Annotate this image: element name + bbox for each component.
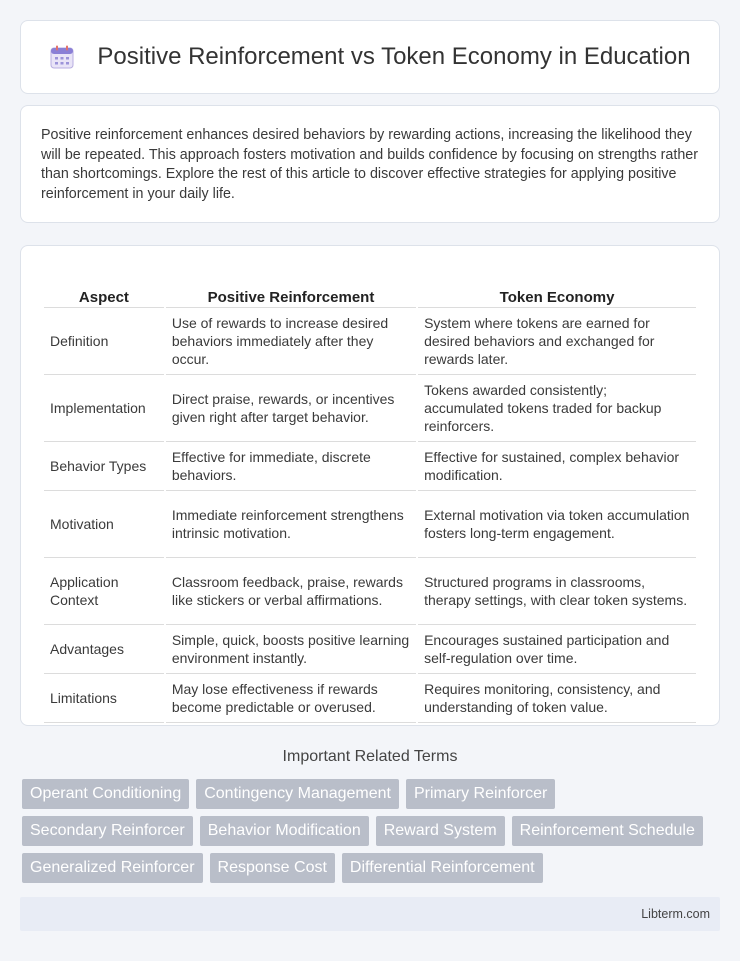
table-row [44, 442, 696, 491]
row-aspect: Implementation [44, 375, 164, 442]
header-card [20, 20, 720, 94]
row-token: Tokens awarded consistently; accumulated tokens traded for backup reinforcers. [418, 375, 696, 442]
header-aspect: Aspect [44, 266, 164, 308]
tag-reinforcement-schedule[interactable]: Reinforcement Schedule [512, 816, 703, 846]
tag-differential-reinforcement[interactable]: Differential Reinforcement [342, 853, 543, 883]
header-positive-reinforcement: Positive Reinforcement [166, 266, 416, 308]
row-positive: Direct praise, rewards, or incentives given right after target behavior. [166, 375, 416, 442]
row-aspect: Advantages [44, 625, 164, 674]
row-positive: Simple, quick, boosts positive learning environment instantly. [166, 625, 416, 674]
related-terms-title: Important Related Terms [282, 748, 458, 765]
row-positive: Use of rewards to increase desired behaviors immediately after they occur. [166, 308, 416, 375]
calendar-icon [49, 44, 75, 70]
row-positive: May lose effectiveness if rewards become predictable or overused. [166, 674, 416, 723]
tag-generalized-reinforcer[interactable]: Generalized Reinforcer [22, 853, 203, 883]
tag-primary-reinforcer[interactable]: Primary Reinforcer [406, 779, 555, 809]
page-title: Positive Reinforcement vs Token Economy in Education [97, 43, 691, 70]
table-row [44, 308, 696, 375]
tag-row [22, 779, 722, 809]
tag-row [22, 853, 722, 883]
row-token: System where tokens are earned for desired behaviors and exchanged for rewards later. [418, 308, 696, 375]
row-token: External motivation via token accumulation fosters long-term engagement. [418, 491, 696, 558]
tag-reward-system[interactable]: Reward System [376, 816, 505, 846]
row-positive: Effective for immediate, discrete behaviors. [166, 442, 416, 491]
tag-secondary-reinforcer[interactable]: Secondary Reinforcer [22, 816, 193, 846]
footer-site-link[interactable]: Libterm.com [641, 907, 710, 921]
footer [20, 897, 720, 931]
row-aspect: Definition [44, 308, 164, 375]
comparison-table [42, 266, 698, 723]
intro-paragraph: Positive reinforcement enhances desired behaviors by rewarding actions, increasing the likelihood they will be repeated. This approach fosters motivation and builds confidence by focusing on strengths rather than shortcomings. Explore the rest of this article to discover effective strategies for applying positive reinforcement in your daily life. [41, 127, 698, 202]
tag-row [22, 816, 722, 846]
tag-contingency-management[interactable]: Contingency Management [196, 779, 399, 809]
comparison-table-card [20, 245, 720, 726]
row-token: Requires monitoring, consistency, and understanding of token value. [418, 674, 696, 723]
table-row [44, 375, 696, 442]
row-positive: Immediate reinforcement strengthens intrinsic motivation. [166, 491, 416, 558]
row-aspect: Limitations [44, 674, 164, 723]
table-row [44, 625, 696, 674]
table-row [44, 558, 696, 625]
tag-behavior-modification[interactable]: Behavior Modification [200, 816, 369, 846]
header-token-economy: Token Economy [418, 266, 696, 308]
row-aspect: Application Context [44, 558, 164, 625]
intro-card [20, 105, 720, 223]
tag-operant-conditioning[interactable]: Operant Conditioning [22, 779, 189, 809]
row-positive: Classroom feedback, praise, rewards like stickers or verbal affirmations. [166, 558, 416, 625]
related-terms-list [22, 779, 722, 890]
table-header-row [44, 266, 696, 308]
table-row [44, 674, 696, 723]
row-aspect: Behavior Types [44, 442, 164, 491]
tag-response-cost[interactable]: Response Cost [210, 853, 335, 883]
row-token: Effective for sustained, complex behavior modification. [418, 442, 696, 491]
table-row [44, 491, 696, 558]
row-token: Structured programs in classrooms, therapy settings, with clear token systems. [418, 558, 696, 625]
row-aspect: Motivation [44, 491, 164, 558]
row-token: Encourages sustained participation and self-regulation over time. [418, 625, 696, 674]
